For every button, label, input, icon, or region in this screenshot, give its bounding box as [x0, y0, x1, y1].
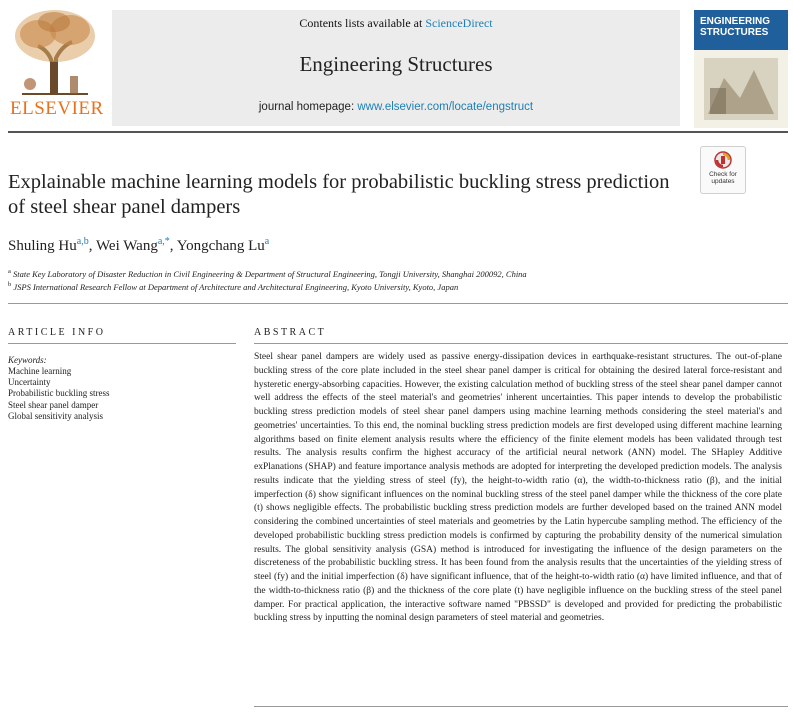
affiliation-text: State Key Laboratory of Disaster Reduction in Civil Engineering & Department of Structural Engineering, Tongji University, Shanghai 200092, China — [13, 268, 527, 279]
cover-title — [700, 16, 780, 38]
contents-line — [112, 16, 680, 31]
article-title: Explainable machine learning models for probabilistic buckling stress prediction of steel shear panel dampers — [8, 171, 670, 218]
author-list — [8, 236, 688, 255]
affiliation-item — [8, 268, 768, 279]
article-info-divider — [8, 343, 236, 344]
check-updates-line1: Check for — [709, 171, 737, 178]
journal-homepage-line — [112, 101, 680, 113]
author-affiliation-sup[interactable]: a,* — [157, 236, 170, 247]
affiliation-label: b — [8, 281, 12, 288]
keyword-item: Probabilistic buckling stress — [8, 388, 110, 399]
check-updates-icon — [714, 151, 732, 169]
author-affiliation-sup[interactable]: a,b — [76, 236, 89, 247]
tree-icon — [8, 6, 102, 98]
author-separator: , — [169, 238, 177, 254]
check-for-updates-button[interactable] — [700, 146, 746, 194]
journal-cover[interactable] — [694, 10, 788, 128]
author-name[interactable]: Shuling Hu — [8, 238, 77, 254]
publisher-name: ELSEVIER — [10, 98, 104, 119]
cover-title-line1: ENGINEERING — [700, 16, 771, 27]
cover-image-icon — [704, 58, 778, 120]
homepage-prefix: journal homepage: — [258, 101, 358, 113]
header-divider — [8, 131, 788, 133]
affiliation-text: JSPS International Research Fellow at Department of Architecture and Architectural Engineering, Kyoto University, Kyoto, Japan — [13, 281, 459, 292]
author-affiliation-sup[interactable]: a — [264, 236, 270, 247]
keywords-label: Keywords: — [8, 355, 47, 365]
affiliation-label: a — [8, 268, 11, 275]
contents-prefix: Contents lists available at — [299, 16, 426, 30]
abstract-bottom-divider — [254, 706, 788, 707]
author-name[interactable]: Wei Wang — [95, 238, 158, 254]
keyword-item: Machine learning — [8, 366, 72, 376]
abstract-text: Steel shear panel dampers are widely used as passive energy-dissipation devices in earthquake-resistant structures. The out-of-plane buckling stress of the core plate included in the steel shear panel damper is critical for obtaining the desired lateral force-resistant and hysteretic energy-absorbing capacities. However, the existing calculation method of buckling stress of the steel shear panel damper cannot well address the effects of the steel material's and geometries' inherent uncertainties. This paper intends to develop the probabilistic buckling stress prediction models of steel shear panel dampers using machine learning methods considering the steel material's and geometries' uncertainties. To this end, the nominal buckling stress prediction models are first developed using different machine learning algorithms based on finite element analysis results where the efficiency of the finite element models has been validated through test results. The analysis results confirm the highest accuracy of the artificial neural network (ANN) model. The SHapley Additive exPlanations (SHAP) and feature importance analysis methods are adopted for interpreting the developed prediction models. The analysis results indicate that the yielding stress of steel (fy), the height-to-width ratio (α), the width-to-thickness ratio (β), and the initial imperfection (δ) show significant influences on the nominal buckling stress of the steel panel damper while the thickness of the core plate (t) shows negligible effects. The probabilistic buckling stress prediction models are further developed based on the trained ANN model considering the combined uncertainties of steel materials and geometries by the Latin hypercube sampling method. The efficiency of the developed probabilistic buckling stress prediction models is confirmed by capturing the probability density of the numerical simulation results. The global sensitivity analysis (GSA) method is introduced for investigating the influence of the design parameters on the discreteness of the probabilistic buckling stress. It has been found from the analysis results that the uncertainties of the yielding stress of steel (fy) and the initial imperfection (δ) have significant influence, that of the height-to-width ratio (α) have limited influence, and that of the width-to-thickness ratio (β) and the thickness of the core plate (t) have negligible influence on the buckling stress of the steel panel damper. For practical application, the interactive software named "PBSSD" is developed and provided for predicting the probabilistic buckling stress by inputting the nominal design parameters of steel material and geometries. — [254, 352, 782, 624]
author-name[interactable]: Yongchang Lu — [176, 238, 265, 254]
author-separator: , — [88, 238, 96, 254]
article-info-heading: ARTICLE INFO — [8, 327, 106, 338]
keywords-list — [8, 366, 236, 422]
abstract-heading: ABSTRACT — [254, 327, 327, 338]
section-divider — [8, 303, 788, 304]
sciencedirect-link[interactable]: ScienceDirect — [425, 16, 493, 30]
keyword-item: Global sensitivity analysis — [8, 410, 103, 421]
homepage-link[interactable]: www.elsevier.com/locate/engstruct — [357, 101, 534, 113]
keyword-item: Uncertainty — [8, 377, 51, 388]
keyword-item: Steel shear panel damper — [8, 399, 99, 410]
check-updates-line2: updates — [711, 178, 735, 185]
abstract-divider — [254, 343, 788, 344]
affiliation-item — [8, 281, 768, 292]
check-updates-label — [701, 171, 745, 185]
journal-title: Engineering Structures — [299, 52, 493, 76]
cover-title-line2: STRUCTURES — [700, 27, 769, 38]
